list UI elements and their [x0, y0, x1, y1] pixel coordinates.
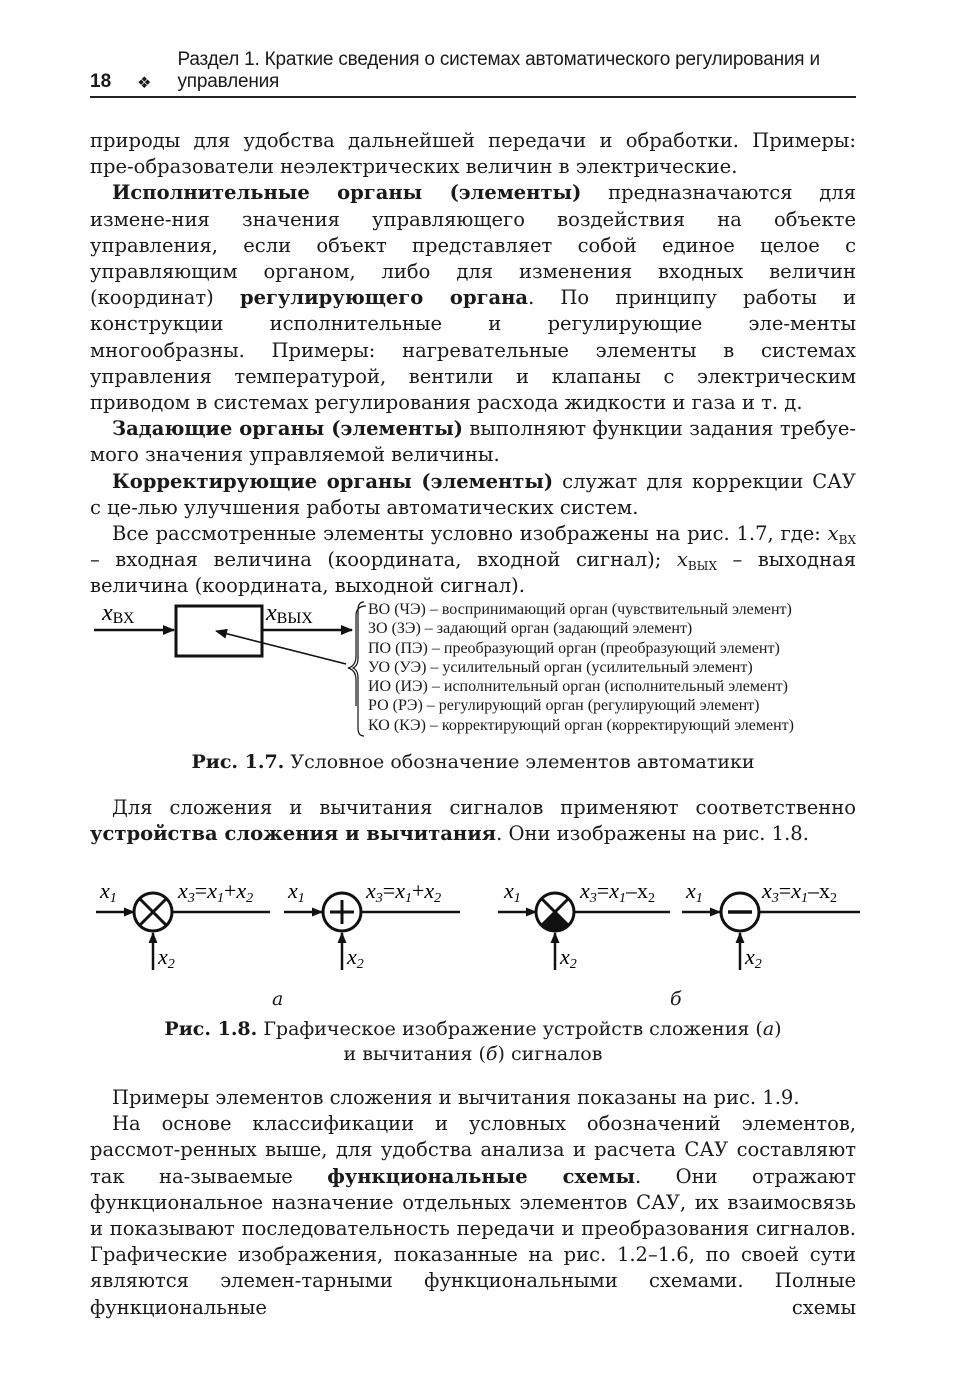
para3-text: выполняют функции задания требуе-мого значения управляемой величины. — [90, 417, 856, 467]
lower-text — [90, 1085, 856, 1321]
svg-text:x2: x2 — [745, 944, 762, 972]
legend-item: ВО (ЧЭ) – воспринимающий орган (чувствительный элемент) — [368, 601, 792, 618]
legend-item: ПО (ПЭ) – преобразующий орган (преобразующий элемент) — [368, 639, 780, 657]
sub-out: ВЫХ — [687, 559, 717, 574]
legend-item: УО (УЭ) – усилительный орган (усилительный элемент) — [368, 658, 753, 676]
caption-18-text1: Графическое изображение устройств сложения ( — [257, 1018, 763, 1040]
figure-1-8-diagram — [90, 872, 870, 982]
caption-18-a: а — [762, 1018, 775, 1040]
para5-t1: Все рассмотренные элементы условно изображены на рис. 1.7, где: — [112, 522, 828, 546]
middle-text — [90, 795, 856, 847]
caption-18-text2: ) — [774, 1018, 782, 1040]
svg-text:x3=x1–x2: x3=x1–x2 — [762, 878, 837, 906]
svg-text:x2: x2 — [158, 944, 175, 972]
page-number: 18 — [90, 71, 112, 92]
caption-18-label: Рис. 1.8. — [164, 1018, 258, 1040]
legend-brace-full — [352, 600, 366, 740]
legend-item: РО (РЭ) – регулирующий орган (регулирующий элемент) — [368, 697, 760, 715]
subfig-label-b: б — [670, 988, 682, 1010]
para6-t2: . Они изображены на рис. 1.8. — [496, 822, 809, 846]
paragraph-5 — [90, 521, 856, 600]
para8-t2: . Они отражают функциональное назначение отдельных элементов САУ, их взаимосвязь и показывают последовательность передачи и преобразования сигналов. Графические изображения, показанные на рис. 1.2–1.6, по своей сути являются элемен-тарными функциональными схемами. Полные функциональные схемы — [90, 1164, 856, 1319]
paragraph-4 — [90, 469, 856, 521]
term-executive: Исполнительные органы (элементы) — [112, 181, 582, 205]
svg-text:x3=x1+x2: x3=x1+x2 — [366, 878, 442, 906]
para2-text1: предназначаются для измене-ния значения управляющего воздействия на объекте управления, если объект представляет собой единое целое с управляющим органом, либо для изменения входных величин (координат) — [90, 181, 856, 310]
paragraph-2 — [90, 180, 856, 416]
svg-text:x1: x1 — [100, 878, 117, 906]
var-x-in: x — [827, 522, 839, 546]
paragraph-3 — [90, 416, 856, 468]
paragraph-8 — [90, 1111, 856, 1321]
ornament-icon: ❖ — [137, 75, 152, 92]
svg-text:x2: x2 — [560, 944, 577, 972]
caption-18-b: б — [485, 1043, 498, 1065]
running-title: Раздел 1. Краткие сведения о системах автоматического регулирования и управления — [177, 49, 820, 92]
caption-17-label: Рис. 1.7. — [191, 751, 285, 773]
para5-t3: – выходная величина (координата, выходной сигнал). — [90, 548, 856, 598]
term-correcting: Корректирующие органы (элементы) — [112, 469, 554, 493]
term-setting: Задающие органы (элементы) — [112, 417, 464, 441]
label-x-in: xВХ — [102, 600, 135, 627]
term-regulating: регулирующего органа — [239, 286, 529, 310]
svg-text:x3=x1+x2: x3=x1+x2 — [178, 878, 254, 906]
legend-pointer-arrow — [216, 631, 346, 664]
legend-item: КО (КЭ) – корректирующий орган (корректирующий элемент) — [368, 716, 794, 734]
figure-1-7-diagram — [90, 596, 370, 706]
term-functional-schemes: функциональные схемы — [327, 1164, 636, 1188]
caption-18-line2 — [90, 1042, 856, 1067]
svg-text:x2: x2 — [347, 944, 364, 972]
para8-t1: На основе классификации и условных обозначений элементов, рассмот-ренных выше, для удобства анализа и расчета САУ составляют так на-зываемые — [90, 1112, 856, 1188]
upper-text — [90, 128, 856, 600]
svg-text:x1: x1 — [288, 878, 305, 906]
sub-in: ВХ — [838, 533, 856, 548]
caption-fig-1-7 — [90, 750, 856, 775]
caption-18-line2a: и вычитания ( — [343, 1043, 486, 1065]
legend-list — [368, 600, 794, 735]
legend-item: ЗО (ЗЭ) – задающий орган (задающий элемент) — [368, 620, 693, 638]
paragraph-7: Примеры элементов сложения и вычитания показаны на рис. 1.9. — [112, 1086, 800, 1109]
subtractor-cross — [498, 893, 670, 970]
summator-cross — [96, 893, 270, 970]
para5-t2: – входная величина (координата, входной сигнал); — [90, 548, 677, 572]
paragraph-1: природы для удобства дальнейшей передачи и обработки. Примеры: пре-образователи неэлектрических величин в электрические. — [90, 129, 856, 179]
para6-t1: Для сложения и вычитания сигналов применяют соответственно — [112, 796, 856, 819]
caption-fig-1-8 — [90, 1017, 856, 1067]
svg-text:x1: x1 — [686, 878, 703, 906]
para2-text2: . По принципу работы и конструкции исполнительные и регулирующие эле-менты многообразны. Примеры: нагревательные элементы в системах управления температурой, вентили и клапаны с электрическим приводом в системах регулирования расхода жидкости и газа и т. д. — [90, 286, 856, 415]
para4-text: служат для коррекции САУ с це-лью улучшения работы автоматических систем. — [90, 469, 857, 519]
caption-17-text: Условное обозначение элементов автоматики — [284, 751, 755, 773]
caption-18-line2b: ) сигналов — [497, 1043, 603, 1065]
subfig-label-a: а — [272, 988, 284, 1010]
svg-text:x3=x1–x2: x3=x1–x2 — [580, 878, 655, 906]
paragraph-6 — [90, 795, 856, 847]
caption-18-line1 — [90, 1017, 856, 1042]
svg-text:x1: x1 — [504, 878, 521, 906]
term-sum-devices: устройства сложения и вычитания — [90, 822, 497, 846]
running-header — [90, 49, 856, 98]
label-x-out: xВЫХ — [266, 600, 313, 627]
legend-item: ИО (ИЭ) – исполнительный орган (исполнительный элемент) — [368, 678, 788, 696]
var-x-out: x — [676, 548, 688, 572]
